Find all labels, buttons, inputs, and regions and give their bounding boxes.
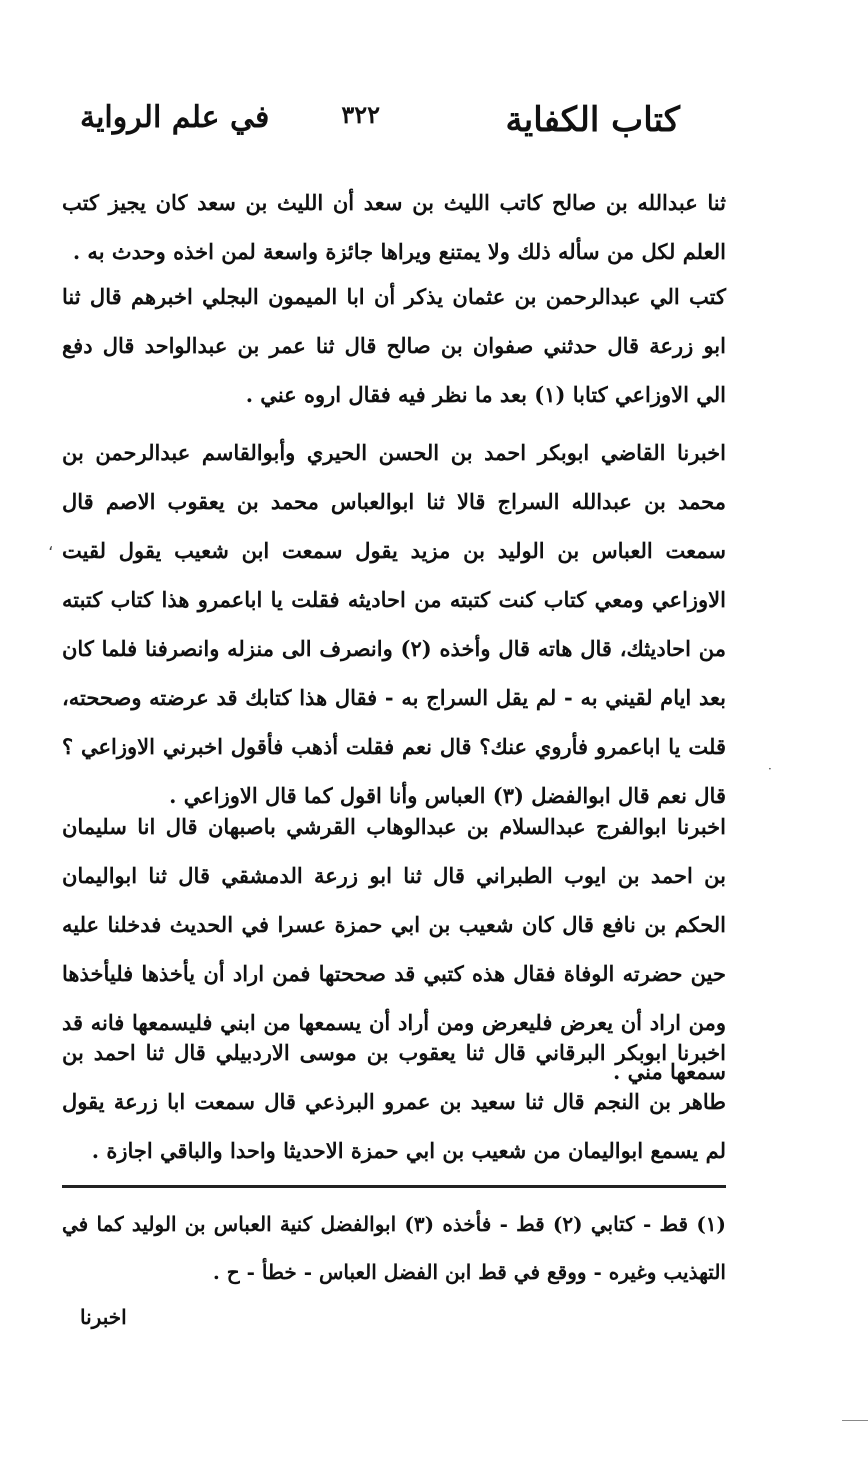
page-header bbox=[80, 100, 680, 160]
section-topic: في علم الرواية bbox=[80, 100, 270, 135]
paragraph-1: ثنا عبدالله بن صالح كاتب الليث بن سعد أن الليث بن سعد كان يجيز كتب العلم لكل من سأله ذلك ولا يمتنع ويراها جائزة واسعة لمن اخذه وحدث به . bbox=[62, 190, 726, 264]
paragraph-2: كتب الي عبدالرحمن بن عثمان يذكر أن ابا الميمون البجلي اخبرهم قال ثنا ابو زرعة قال حدثني صفوان بن صالح قال ثنا عمر بن عبدالواحد قال دفع الي الاوزاعي كتابا (١) بعد ما نظر فيه فقال اروه عني . bbox=[62, 284, 726, 407]
footnote: (١) قط - كتابي (٢) قط - فأخذه (٣) ابوالفضل كنية العباس بن الوليد كما في التهذيب وغيره - ووقع في قط ابن الفضل العباس - خطأ - ح . bbox=[62, 1212, 727, 1284]
catchword: اخبرنا bbox=[80, 1305, 127, 1329]
margin-dot: · bbox=[768, 762, 772, 776]
paragraph-4: اخبرنا ابوالفرج عبدالسلام بن عبدالوهاب القرشي باصبهان قال انا سليمان بن احمد بن ايوب الطبراني قال ثنا ابو زرعة الدمشقي قال ثنا ابواليمان الحكم بن نافع قال كان شعيب بن ابي حمزة عسرا في الحديث فدخلنا عليه حين حضرته الوفاة فقال هذه كتبي قد صححتها فمن اراد أن يأخذها فليأخذها ومن اراد أن يعرض فليعرض ومن أراد أن يسمعها من ابني فليسمعها فانه قد سمعها مني . bbox=[62, 814, 726, 1084]
paragraph-3: اخبرنا القاضي ابوبكر احمد بن الحسن الحيري وأبوالقاسم عبدالرحمن بن محمد بن عبدالله السراج قالا ثنا ابوالعباس محمد بن يعقوب الاصم قال سمعت العباس بن الوليد بن مزيد يقول سمعت ابن شعيب يقول لقيت الاوزاعي ومعي كتاب كنت كتبته من احاديثه فقلت يا اباعمرو هذا كتاب كتبته من احاديثك، قال هاته قال وأخذه (٢) وانصرف الى منزله وانصرفنا فلما كان بعد ايام لقيني به - لم يقل السراج به - فقال هذا كتابك قد عرضته وصححته، قلت يا اباعمرو فأروي عنك؟ قال نعم فقلت أذهب فأقول اخبرني الاوزاعي ؟ قال نعم قال ابوالفضل (٣) العباس وأنا اقول كما قال الاوزاعي . bbox=[62, 440, 726, 808]
edge-line bbox=[842, 1420, 868, 1421]
footnote-divider bbox=[62, 1185, 726, 1188]
paragraph-5: اخبرنا ابوبكر البرقاني قال ثنا يعقوب بن موسى الاردبيلي قال ثنا احمد بن طاهر بن النجم قال ثنا سعيد بن عمرو البرذعي قال سمعت ابا زرعة يقول لم يسمع ابواليمان من شعيب بن ابي حمزة الاحديثا واحدا والباقي اجازة . bbox=[62, 1040, 726, 1163]
page-number: ٣٢٢ bbox=[341, 100, 380, 129]
book-title: كتاب الكفاية bbox=[505, 100, 680, 140]
margin-mark: ، bbox=[48, 535, 54, 554]
